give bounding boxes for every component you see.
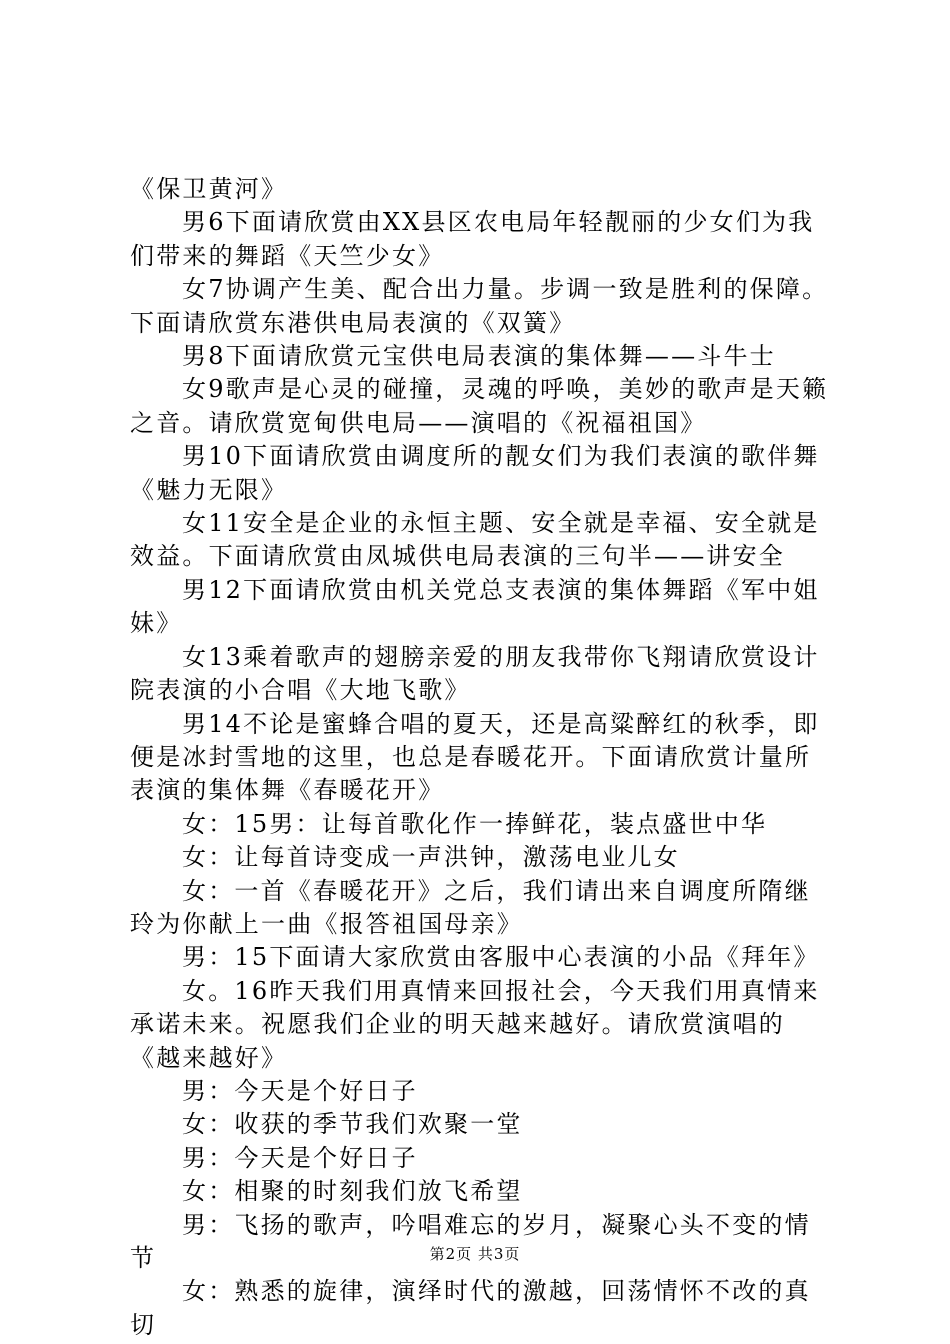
paragraph: 女13乘着歌声的翅膀亲爱的朋友我带你飞翔请欣赏设计院表演的小合唱《大地飞歌》: [130, 642, 820, 705]
paragraph: 男10下面请欣赏由调度所的靓女们为我们表演的歌伴舞《魅力无限》: [130, 442, 820, 504]
paragraph: 女：熟悉的旋律，演绎时代的激越，回荡情怀不改的真切: [130, 1277, 811, 1339]
paragraph: 男：15下面请大家欣赏由客服中心表演的小品《拜年》: [182, 943, 820, 972]
paragraph: 女11安全是企业的永恒主题、安全就是幸福、安全就是效益。下面请欣赏由凤城供电局表演的三句半——讲安全: [130, 509, 820, 571]
paragraph: 男14不论是蜜蜂合唱的夏天，还是高粱醉红的秋季，即便是冰封雪地的这里，也总是春暖花开。下面请欣赏计量所表演的集体舞《春暖花开》: [130, 709, 820, 805]
paragraph: 女。16昨天我们用真情来回报社会，今天我们用真情来承诺未来。祝愿我们企业的明天越来越好。请欣赏演唱的《越来越好》: [130, 976, 820, 1072]
paragraph: 男：飞扬的歌声，吟唱难忘的岁月，凝聚心头不变的情节: [130, 1210, 811, 1272]
paragraph: 男6下面请欣赏由XX县区农电局年轻靓丽的少女们为我们带来的舞蹈《天竺少女》: [130, 208, 815, 270]
paragraph: 女：让每首诗变成一声洪钟，激荡电业儿女: [182, 843, 680, 872]
document-body: [130, 173, 835, 1342]
paragraph: 男8下面请欣赏元宝供电局表演的集体舞——斗牛士: [182, 342, 776, 371]
paragraph: 女：收获的季节我们欢聚一堂: [182, 1110, 523, 1139]
paragraph: 女7协调产生美、配合出力量。步调一致是胜利的保障。下面请欣赏东港供电局表演的《双簧》: [130, 275, 829, 337]
paragraph: 《保卫黄河》: [130, 175, 288, 203]
paragraph: 男：今天是个好日子: [182, 1076, 418, 1105]
page-number-footer: 第2页 共3页: [429, 1245, 521, 1263]
paragraph: 女：相聚的时刻我们放飞希望: [182, 1177, 523, 1206]
paragraph: 女9歌声是心灵的碰撞，灵魂的呼唤，美妙的歌声是天籁之音。请欣赏宽甸供电局——演唱的《祝福祖国》: [130, 375, 829, 437]
paragraph: 女：15男：让每首歌化作一捧鲜花，装点盛世中华: [182, 809, 768, 838]
paragraph: 男12下面请欣赏由机关党总支表演的集体舞蹈《军中姐妹》: [130, 575, 820, 638]
paragraph: 男：今天是个好日子: [182, 1143, 418, 1172]
paragraph: 女：一首《春暖花开》之后，我们请出来自调度所隋继玲为你献上一曲《报答祖国母亲》: [130, 876, 811, 938]
